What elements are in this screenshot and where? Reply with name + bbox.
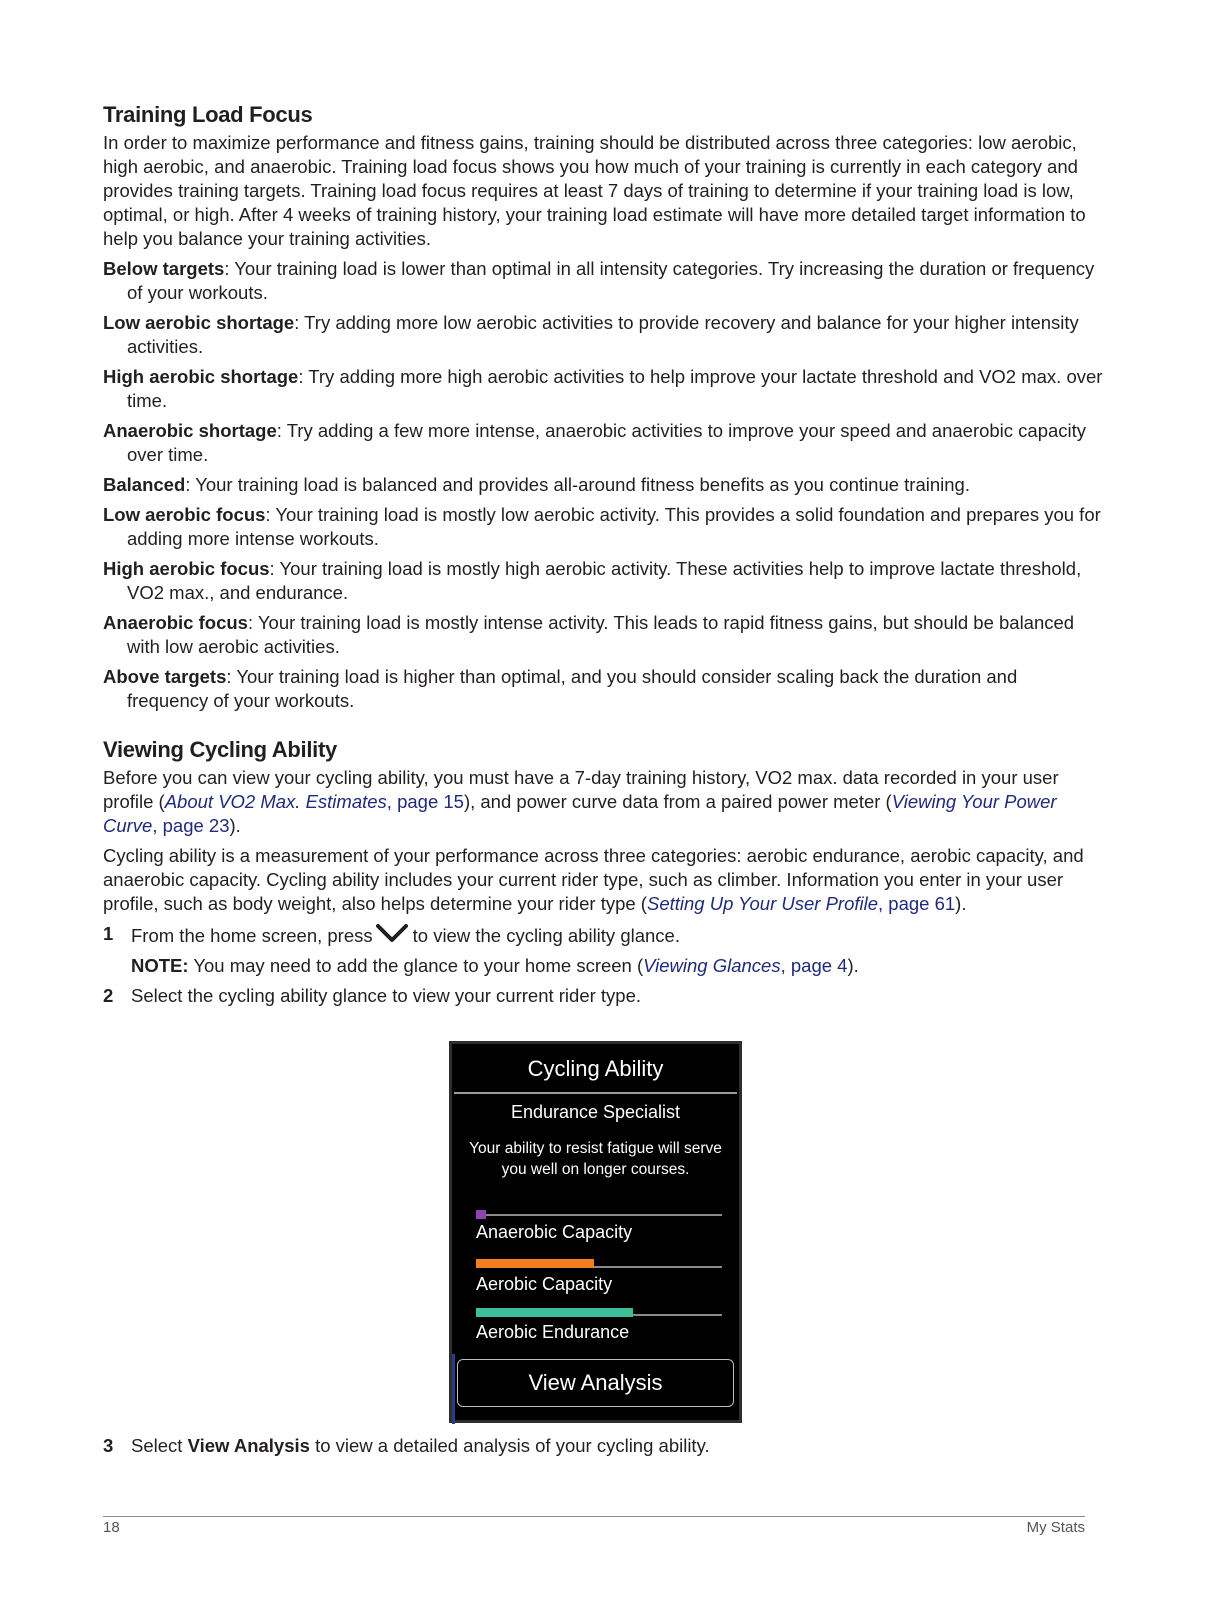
link-viewing-power-curve[interactable]: Viewing Your Power Curve, page 23 <box>103 791 1057 836</box>
definition-list <box>103 257 1103 713</box>
step-text: Select View Analysis to view a detailed analysis of your cycling ability. <box>131 1435 710 1456</box>
rider-description: Your ability to resist fatigue will serve you well on longer courses. <box>469 1140 722 1178</box>
device-title: Cycling Ability <box>527 1056 664 1081</box>
footer-divider <box>103 1516 1085 1517</box>
device-screen <box>449 1041 742 1423</box>
definition-term: Low aerobic shortage <box>103 312 295 333</box>
view-analysis-button[interactable]: View Analysis <box>457 1359 734 1407</box>
link-setting-up-user-profile[interactable]: Setting Up Your User Profile, page 61 <box>646 893 956 914</box>
definition-text: : Try adding a few more intense, anaerobic activities to improve your speed and anaerobic capacity over time. <box>127 420 1087 465</box>
step-1 <box>103 922 1103 948</box>
definition-item <box>103 473 1103 497</box>
aerobic-endurance-label: Aerobic Endurance <box>476 1322 630 1342</box>
definition-text: : Try adding more low aerobic activities to provide recovery and balance for your higher intensity activities. <box>127 312 1079 357</box>
definition-term: Anaerobic focus <box>103 612 248 633</box>
divider <box>454 1092 737 1094</box>
definition-term: Above targets <box>103 666 227 687</box>
step-number: 3 <box>103 1435 114 1456</box>
section-heading-cycling-ability: Viewing Cycling Ability <box>103 737 337 762</box>
aerobic-capacity-bar <box>476 1259 594 1268</box>
aerobic-endurance-bar <box>476 1308 633 1317</box>
definition-item <box>103 557 1103 605</box>
definition-item <box>103 665 1103 713</box>
anaerobic-capacity-bar <box>476 1210 486 1219</box>
link-viewing-glances[interactable]: Viewing Glances, page 4 <box>643 955 848 976</box>
aerobic-capacity-label: Aerobic Capacity <box>476 1274 613 1294</box>
definition-text: : Your training load is higher than optimal, and you should consider scaling back the duration and frequency of your workouts. <box>127 666 1018 711</box>
definition-text: : Try adding more high aerobic activities to help improve your lactate threshold and VO2 max. over time. <box>127 366 1103 411</box>
step-3-container <box>103 1434 1103 1458</box>
anaerobic-capacity-label: Anaerobic Capacity <box>476 1222 633 1242</box>
chevron-down-icon <box>375 922 409 944</box>
definition-item <box>103 503 1103 551</box>
link-about-vo2-max[interactable]: About VO2 Max. Estimates, page 15 <box>164 791 464 812</box>
prerequisite-paragraph: Before you can view your cycling ability, you must have a 7-day training history, VO2 max. data recorded in your user profile (About VO2 Max. Estimates, page 15), and power curve data from a paired power meter (Viewing Your Power Curve, page 23). <box>103 767 1059 836</box>
definition-term: Anaerobic shortage <box>103 420 277 441</box>
step-2 <box>103 984 1103 1008</box>
step-text: From the home screen, press to view the cycling ability glance. <box>131 922 680 948</box>
page-number: 18 <box>103 1519 120 1536</box>
definition-term: Low aerobic focus <box>103 504 266 525</box>
definition-term: Below targets <box>103 258 225 279</box>
definition-item <box>103 419 1103 467</box>
definition-item <box>103 257 1103 305</box>
note: NOTE: You may need to add the glance to your home screen (Viewing Glances, page 4). <box>131 955 859 976</box>
definition-item <box>103 311 1103 359</box>
step-3 <box>103 1434 1103 1458</box>
step-number: 2 <box>103 985 114 1006</box>
step-number: 1 <box>103 923 114 944</box>
definition-text: : Your training load is lower than optimal in all intensity categories. Try increasing the duration or frequency of your workouts. <box>127 258 1095 303</box>
definition-item <box>103 365 1103 413</box>
definition-item <box>103 611 1103 659</box>
footer-section-title: My Stats <box>1026 1519 1085 1536</box>
page-body <box>103 100 1103 1008</box>
definition-text: : Your training load is mostly high aerobic activity. These activities help to improve lactate threshold, VO2 max., and endurance. <box>127 558 1082 603</box>
scroll-indicator <box>452 1354 455 1424</box>
cycling-ability-paragraph: Cycling ability is a measurement of your performance across three categories: aerobic endurance, aerobic capacity, and anaerobic capacity. Cycling ability includes your current rider type, such as climber. Information you enter in your user profile, such as body weight, also helps determine your rider type (Setting Up Your User Profile, page 61). <box>103 845 1084 914</box>
section-heading-training-load-focus: Training Load Focus <box>103 102 313 127</box>
definition-text: : Your training load is balanced and provides all-around fitness benefits as you continue training. <box>185 474 970 495</box>
anaerobic-capacity-track <box>476 1214 722 1216</box>
rider-type: Endurance Specialist <box>510 1102 681 1122</box>
step-text: Select the cycling ability glance to view your current rider type. <box>131 985 642 1006</box>
intro-paragraph: In order to maximize performance and fitness gains, training should be distributed across three categories: low aerobic, high aerobic, and anaerobic. Training load focus shows you how much of your training is currently in each category and provides training targets. Training load focus requires at least 7 days of training to determine if your training load is low, optimal, or high. After 4 weeks of training history, your training load estimate will have more detailed target information to help you balance your training activities. <box>103 132 1086 249</box>
definition-term: High aerobic focus <box>103 558 270 579</box>
definition-text: : Your training load is mostly intense activity. This leads to rapid fitness gains, but should be balanced with low aerobic activities. <box>127 612 1075 657</box>
definition-term: High aerobic shortage <box>103 366 299 387</box>
definition-term: Balanced <box>103 474 186 495</box>
definition-text: : Your training load is mostly low aerobic activity. This provides a solid foundation and prepares you for adding more intense workouts. <box>127 504 1101 549</box>
